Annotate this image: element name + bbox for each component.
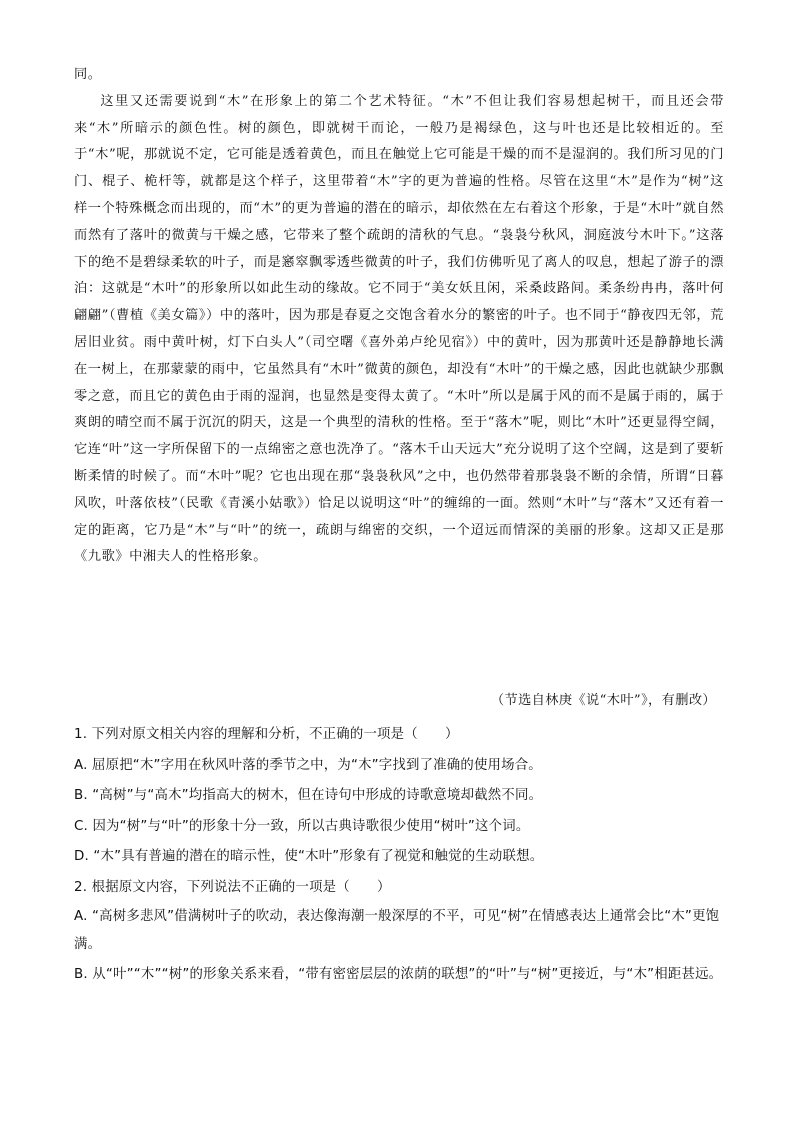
question-1-option-c: C. 因为“树”与“叶”的形象十分一致，所以古典诗歌很少使用“树叶”这个词。 xyxy=(74,818,530,834)
question-2-option-b: B. 从“叶”“木”“树”的形象关系来看，“带有密密层层的浓荫的联想”的“叶”与“树”更接近，与“木”相距甚远。 xyxy=(74,967,723,982)
passage-paragraph: 这里又还需要说到“木”在形象上的第二个艺术特征。“木”不但让我们容易想起树干，而且还会带来“木”所暗示的颜色性。树的颜色，即就树干而论，一般乃是褐绿色，这与叶也还是比较相近的。至于“木”呢，那就说不定，它可能是透着黄色，而且在触觉上它可能是干燥的而不是湿润的。我们所习见的门门、棍子、桅杆等，就都是这个样子，这里带着“木”字的更为普遍的性格。尽管在这里“木”是作为“树”这样一个特殊概念而出现的，而“木”的更为普遍的潜在的暗示，却依然在左右着这个形象，于是“木叶”就自然而然有了落叶的微黄与干燥之感，它带来了整个疏朗的清秋的气息。“袅袅兮秋风，洞庭波兮木叶下。”这落下的绝不是碧绿柔软的叶子，而是窸窣飘零透些微黄的叶子，我们仿佛听见了离人的叹息，想起了游子的漂泊：这就是“木叶”的形象所以如此生动的缘故。它不同于“美女妖且闲，采桑歧路间。柔条纷冉冉，落叶何翩翩”（曹植《美女篇》）中的落叶，因为那是春夏之交饱含着水分的繁密的叶子。也不同于“静夜四无邻，荒居旧业贫。雨中黄叶树，灯下白头人”（司空曙《喜外弟卢纶见宿》）中的黄叶，因为那黄叶还是静静地长满在一树上，在那蒙蒙的雨中，它虽然具有“木叶”微黄的颜色，却没有“木叶”的干燥之感，因此也就缺少那飘零之意，而且它的黄色由于雨的湿润，也显然是变得太黄了。“木叶”所以是属于风的而不是属于雨的，属于爽朗的晴空而不属于沉沉的阴天，这是一个典型的清秋的性格。至于“落木”呢，则比“木叶”还更显得空阔，它连“叶”这一字所保留下的一点绵密之意也洗净了。“落木千山天远大”充分说明了这个空阔，这是到了要斩断柔情的时候了。而“木叶”呢？它也出现在那“袅袅秋风”之中，也仍然带着那袅袅不断的余情，所谓“日暮风吹，叶落依枝”（民歌《青溪小姑歌》）恰足以说明这“叶”的缠绵的一面。然则“木叶”与“落木”又还有着一定的距离，它乃是“木”与“叶”的统一，疏朗与绵密的交织，一个迢远而情深的美丽的形象。这却又正是那《九歌》中湘夫人的性格形象。 xyxy=(74,93,724,565)
question-1-option-d: D. “木”具有普遍的潜在的暗示性，使“木叶”形象有了视觉和触觉的生动联想。 xyxy=(74,849,544,864)
question-1-option-b: B. “高树”与“高木”均指高大的树木，但在诗句中形成的诗歌意境却截然不同。 xyxy=(74,788,543,803)
passage-lead-line: 同。 xyxy=(74,67,102,82)
question-1 xyxy=(74,720,726,873)
passage-source-note: （节选自林庚《说“木叶”》，有删改） xyxy=(490,693,716,708)
reading-passage xyxy=(74,62,724,571)
question-section xyxy=(74,720,726,991)
question-1-option-a: A. 屈原把“木”字用在秋风叶落的季节之中，为“木”字找到了准确的使用场合。 xyxy=(74,757,542,773)
question-1-stem: 1. 下列对原文相关内容的理解和分析，不正确的一项是（ ） xyxy=(74,727,459,742)
question-2 xyxy=(74,873,726,992)
question-2-option-a: A. “高树多悲风”借满树叶子的吹动，表达像海潮一般深厚的不平，可见“树”在情感表达上通常会比“木”更饱满。 xyxy=(74,909,720,952)
question-2-stem: 2. 根据原文内容，下列说法不正确的一项是（ ） xyxy=(74,879,391,895)
